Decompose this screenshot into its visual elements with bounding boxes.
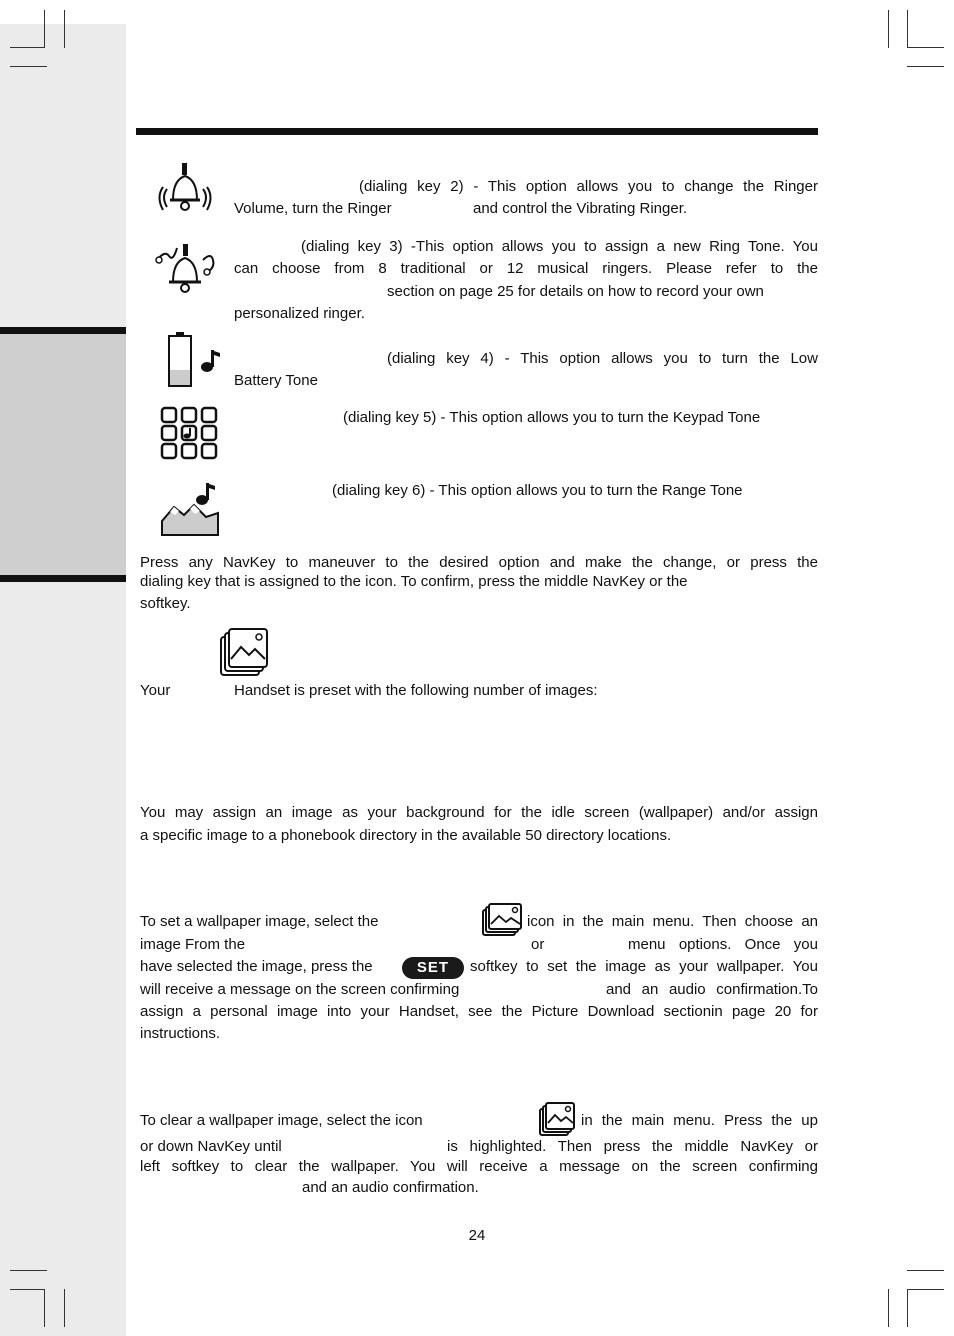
set-wallpaper-line3b: softkey to set the image as your wallpaper. You — [470, 958, 818, 975]
assign-line2: a specific image to a phonebook directory in the available 50 directory locations. — [140, 827, 672, 844]
ringer-volume-line2a: Volume, turn the Ringer — [234, 200, 392, 217]
ring-tone-line3: section on page 25 for details on how to record your own — [387, 283, 764, 300]
navkey-line3: softkey. — [140, 595, 191, 612]
ring-tone-line4: personalized ringer. — [234, 305, 365, 322]
range-tone-line1: (dialing key 6) - This option allows you to turn the Range Tone — [332, 482, 743, 499]
low-battery-line2: Battery Tone — [234, 372, 318, 389]
set-softkey-label: SET — [402, 957, 464, 979]
keypad-tone-line1: (dialing key 5) - This option allows you to turn the Keypad Tone — [343, 409, 761, 426]
gallery-icon — [481, 903, 523, 942]
set-wallpaper-line2b: or — [531, 936, 545, 953]
set-wallpaper-line5: assign a personal image into your Handset, see the Picture Download sectionin page 20 for — [140, 1003, 818, 1020]
ring-tone-line2: can choose from 8 traditional or 12 musical ringers. Please refer to the — [234, 260, 818, 277]
low-battery-line1: (dialing key 4) - This option allows you to turn the Low — [387, 350, 818, 367]
ringer-volume-line1: (dialing key 2) - This option allows you to change the Ringer — [359, 178, 818, 195]
clear-wallpaper-line2a: or down NavKey until — [140, 1138, 282, 1155]
side-margin — [0, 24, 126, 1336]
set-wallpaper-line1a: To set a wallpaper image, select the — [140, 913, 379, 930]
bell-volume-icon — [158, 162, 212, 219]
set-wallpaper-line2c: menu options. Once you — [628, 936, 818, 953]
clear-wallpaper-line3: left softkey to clear the wallpaper. You will receive a message on the screen confirming — [140, 1158, 818, 1175]
gallery-icon — [219, 627, 271, 684]
header-rule — [136, 128, 818, 135]
bell-music-icon — [155, 240, 217, 301]
set-wallpaper-line1b: icon in the main menu. Then choose an — [527, 913, 818, 930]
ringer-volume-line2b: and control the Vibrating Ringer. — [473, 200, 688, 217]
images-intro-your: Your — [140, 682, 171, 699]
mountain-music-icon — [160, 481, 220, 542]
set-wallpaper-line4b: and an audio confirmation.To — [606, 981, 818, 998]
chapter-tab — [0, 327, 126, 582]
assign-line1: You may assign an image as your background for the idle screen (wallpaper) and/or assign — [140, 804, 818, 821]
clear-wallpaper-line2b: is highlighted. Then press the middle NavKey or — [447, 1138, 818, 1155]
images-intro-rest: Handset is preset with the following number of images: — [234, 682, 598, 699]
set-wallpaper-line3a: have selected the image, press the — [140, 958, 373, 975]
clear-wallpaper-line1b: in the main menu. Press the up — [581, 1112, 818, 1129]
navkey-line1: Press any NavKey to maneuver to the desired option and make the change, or press the — [140, 554, 818, 571]
keypad-music-icon — [160, 406, 218, 465]
navkey-line2: dialing key that is assigned to the icon. To confirm, press the middle NavKey or the — [140, 573, 688, 590]
ring-tone-line1: (dialing key 3) -This option allows you to assign a new Ring Tone. You — [301, 238, 818, 255]
clear-wallpaper-line4: and an audio confirmation. — [302, 1179, 479, 1196]
gallery-icon — [538, 1101, 576, 1142]
clear-wallpaper-line1a: To clear a wallpaper image, select the icon — [140, 1112, 423, 1129]
page-number: 24 — [468, 1227, 486, 1244]
battery-music-icon — [166, 330, 222, 393]
set-wallpaper-line6: instructions. — [140, 1025, 221, 1042]
set-wallpaper-line2a: image From the — [140, 936, 246, 953]
set-wallpaper-line4a: will receive a message on the screen confirming — [140, 981, 460, 998]
